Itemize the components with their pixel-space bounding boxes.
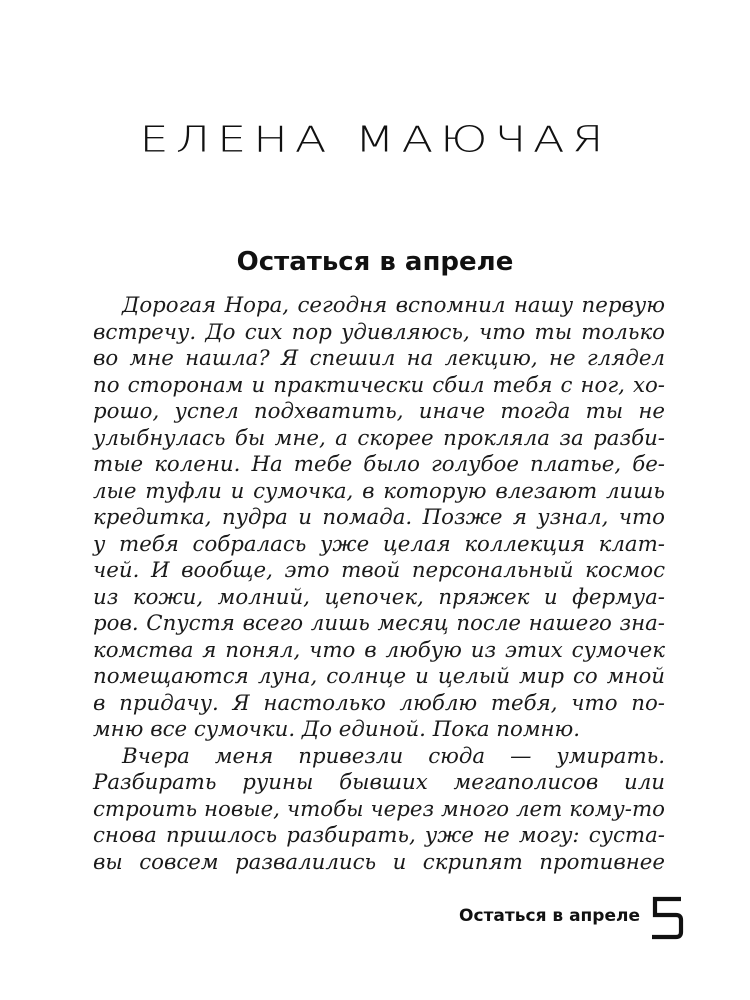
author-name: ЕЛЕНА МАЮЧАЯ [139,117,611,161]
body-text [93,293,665,876]
text-line: встречу. До сих пор удивляюсь, что ты только [93,319,665,345]
text-line: чей. И вообще, это твой персональный космос [93,558,665,583]
text-line: Вчера меня привезли сюда — умирать. [122,743,665,769]
text-line: во мне нашла? Я спешил на лекцию, не глядел [93,346,665,371]
text-line: вы совсем развалились и скрипят противнее [93,849,665,875]
text-line: Дорогая Нора, сегодня вспомнил нашу первую [122,293,665,318]
text-line: снова пришлось разбирать, уже не могу: суста- [93,823,665,848]
text-line: комства я понял, что в любую из этих сумочек [93,637,665,663]
text-line: ров. Спустя всего лишь месяц после нашего зна- [93,611,665,636]
text-line: из кожи, молний, цепочек, пряжек и фермуа- [93,584,665,610]
text-line: улыбнулась бы мне, а скорее прокляла за разби- [93,425,665,451]
text-line: строить новые, чтобы через много лет кому-то [93,796,665,822]
text-line: лые туфли и сумочка, в которую влезают лишь [93,478,665,504]
running-title: Остаться в апреле [459,906,640,926]
text-line: кредитка, пудра и помада. Позже я узнал, что [93,505,665,530]
story-title: Остаться в апреле [236,247,514,277]
text-line: рошо, успел подхватить, иначе тогда ты не [93,399,665,424]
text-line: по сторонам и практически сбил тебя с ног, хо- [93,372,665,398]
page-number [650,896,684,940]
text-line: тые колени. На тебе было голубое платье, бе- [93,452,665,477]
text-line: мню все сумочки. До единой. Пока помню. [93,717,581,742]
text-line: в придачу. Я настолько люблю тебя, что по- [93,690,665,716]
text-line: Разбирать руины бывших мегаполисов или [93,770,665,795]
text-line: помещаются луна, солнце и целый мир со мной [93,664,665,689]
text-line: у тебя собралась уже целая коллекция клат- [93,531,665,557]
